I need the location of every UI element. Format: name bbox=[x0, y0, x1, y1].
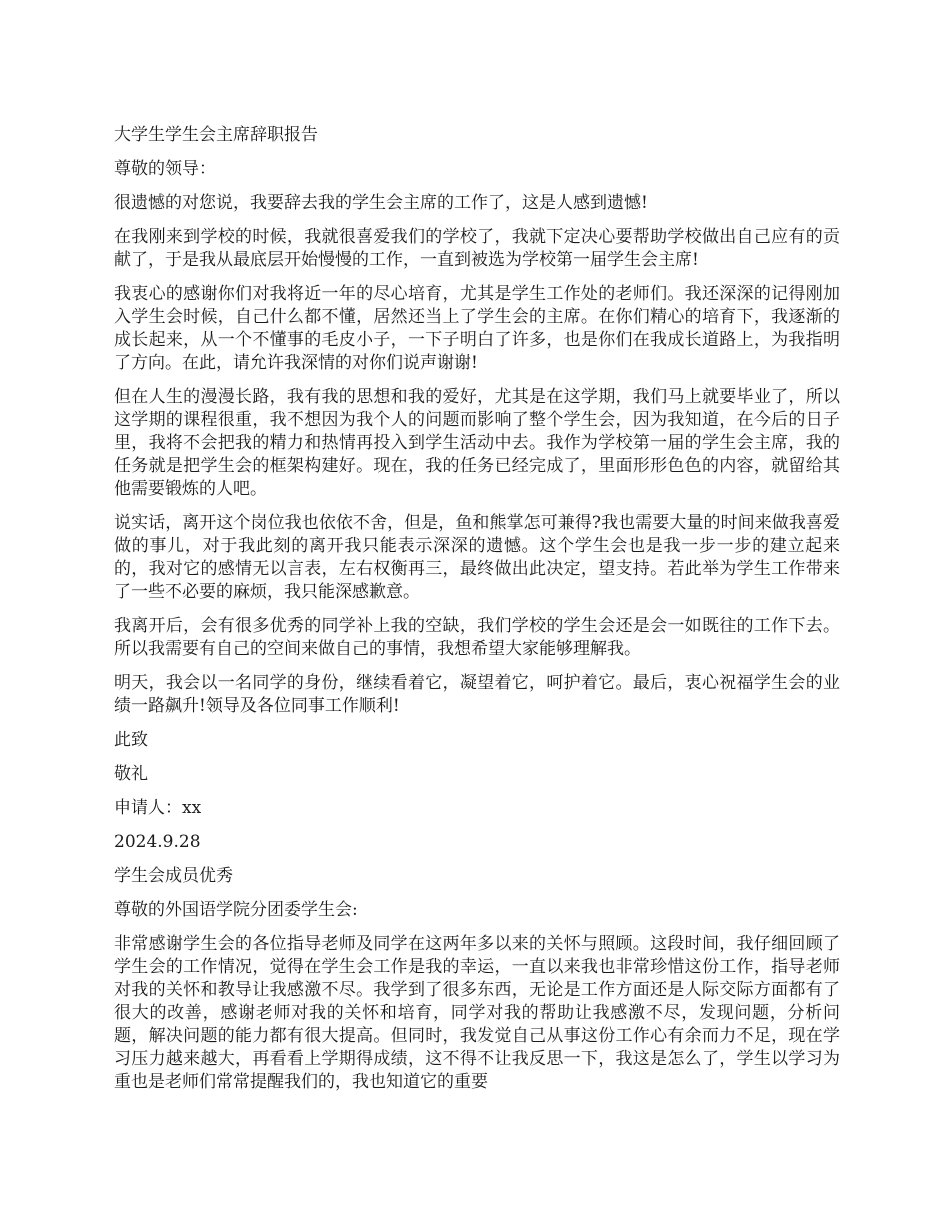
body-paragraph: 明天，我会以一名同学的身份，继续看着它，凝望着它，呵护着它。最后，衷心祝福学生会的业绩一路飙升!领导及各位同事工作顺利! bbox=[114, 673, 840, 716]
body-paragraph: 非常感谢学生会的各位指导老师及同学在这两年多以来的关怀与照顾。这段时间，我仔细回顾了学生会的工作情况，觉得在学生会工作是我的幸运，一直以来我也非常珍惜这份工作，指导老师对我的关怀和教导让我感激不尽。我学到了很多东西，无论是工作方面还是人际交际方面都有了很大的改善，感谢老师对我的关怀和培育，同学对我的帮助让我感激不尽，发现问题，分析问题，解决问题的能力都有很大提高。但同时，我发觉自己从事这份工作心有余而力不足，现在学习压力越来越大，再看看上学期得成绩，这不得不让我反思一下，我这是怎么了，学生以学习为重也是老师们常常提醒我们的，我也知道它的重要 bbox=[114, 934, 840, 1092]
body-paragraph: 在我刚来到学校的时候，我就很喜爱我们的学校了，我就下定决心要帮助学校做出自己应有的贡献了，于是我从最底层开始慢慢的工作，一直到被选为学校第一届学生会主席! bbox=[114, 227, 840, 270]
body-paragraph: 我衷心的感谢你们对我将近一年的尽心培育，尤其是学生工作处的老师们。我还深深的记得刚加入学生会时候，自己什么都不懂，居然还当上了学生会的主席。在你们精心的培育下，我逐渐的成长起来，从一个不懂事的毛皮小子，一下子明白了许多，也是你们在我成长道路上，为我指明了方向。在此，请允许我深情的对你们说声谢谢! bbox=[114, 284, 840, 373]
body-paragraph: 说实话，离开这个岗位我也依依不舍，但是，鱼和熊掌怎可兼得?我也需要大量的时间来做我喜爱做的事儿，对于我此刻的离开我只能表示深深的遗憾。这个学生会也是我一步一步的建立起来的，我对它的感情无以言表，左右权衡再三，最终做出此决定，望支持。若此举为学生工作带来了一些不必要的麻烦，我只能深感歉意。 bbox=[114, 513, 840, 602]
body-paragraph: 我离开后，会有很多优秀的同学补上我的空缺，我们学校的学生会还是会一如既往的工作下去。所以我需要有自己的空间来做自己的事情，我想希望大家能够理解我。 bbox=[114, 616, 840, 659]
section-heading: 学生会成员优秀 bbox=[114, 866, 233, 886]
salutation: 尊敬的外国语学院分团委学生会: bbox=[114, 900, 358, 920]
applicant-line: 申请人：xx bbox=[114, 798, 202, 818]
document-title: 大学生学生会主席辞职报告 bbox=[114, 125, 318, 145]
closing-line: 此致 bbox=[114, 730, 148, 750]
body-paragraph: 但在人生的漫漫长路，我有我的思想和我的爱好，尤其是在这学期，我们马上就要毕业了，所以这学期的课程很重，我不想因为我个人的问题而影响了整个学生会，因为我知道，在今后的日子里，我将不会把我的精力和热情再投入到学生活动中去。我作为学校第一届的学生会主席，我的任务就是把学生会的框架构建好。现在，我的任务已经完成了，里面形形色色的内容，就留给其他需要锻炼的人吧。 bbox=[114, 387, 840, 499]
body-paragraph: 很遗憾的对您说，我要辞去我的学生会主席的工作了，这是人感到遗憾! bbox=[114, 193, 648, 213]
closing-line: 敬礼 bbox=[114, 764, 148, 784]
date-line: 2024.9.28 bbox=[114, 832, 201, 852]
salutation: 尊敬的领导： bbox=[114, 159, 216, 179]
document-page bbox=[114, 124, 840, 1105]
